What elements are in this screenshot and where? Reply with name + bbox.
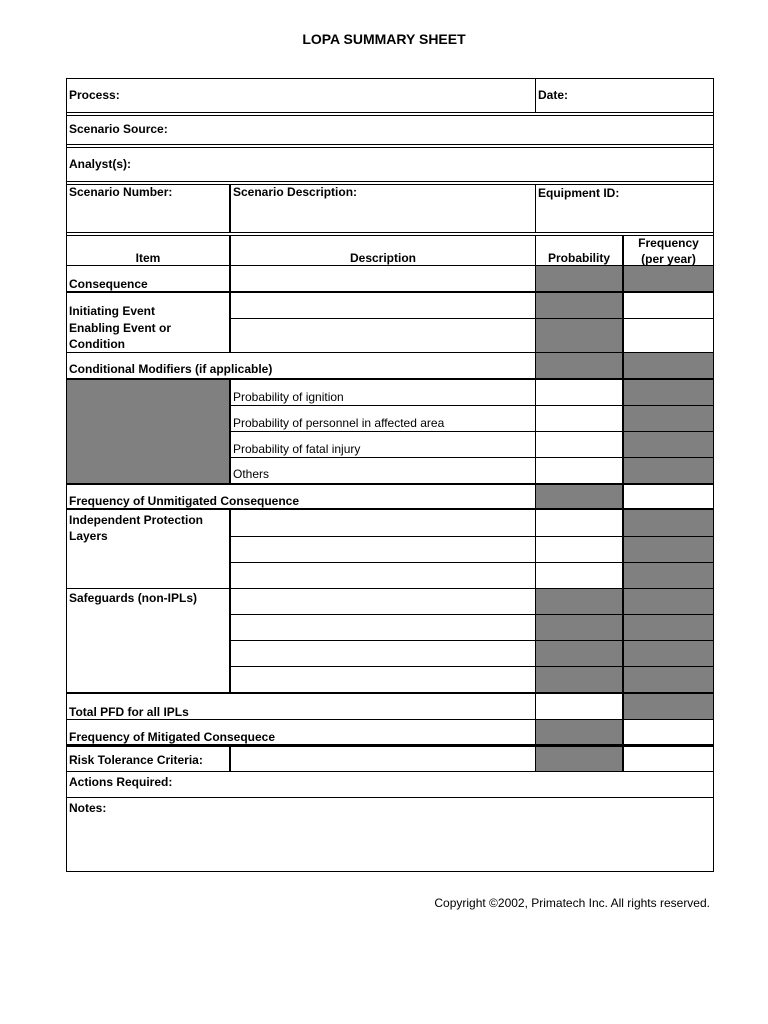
rule: [66, 115, 714, 116]
shade-cell: [535, 292, 623, 352]
row-risk-tolerance: Risk Tolerance Criteria:: [69, 753, 203, 767]
border-right: [713, 78, 714, 872]
col-rule: [535, 509, 536, 693]
rule: [66, 181, 714, 182]
analysts-label: Analyst(s):: [69, 157, 132, 171]
rule: [66, 235, 714, 236]
shade-cell: [67, 379, 230, 484]
col-rule: [622, 745, 624, 771]
col-rule: [622, 509, 624, 693]
col-rule: [622, 693, 624, 745]
rule: [230, 562, 714, 563]
scenario-description-label: Scenario Description:: [233, 185, 358, 199]
copyright-notice: Copyright ©2002, Primatech Inc. All rights reserved.: [434, 896, 710, 910]
date-label: Date:: [538, 88, 569, 102]
border-bottom: [66, 871, 714, 872]
row-ipl-line2: Layers: [69, 529, 108, 543]
rule: [66, 112, 714, 113]
modifier-fatal-injury: Probability of fatal injury: [233, 442, 361, 456]
column-header-item: Item: [135, 251, 161, 265]
scenario-source-label: Scenario Source:: [69, 122, 168, 136]
border-top: [66, 78, 714, 79]
row-enabling-event: Enabling Event or: [69, 321, 172, 335]
col-rule: [535, 184, 536, 233]
row-freq-mitigated: Frequency of Mitigated Consequece: [69, 730, 276, 744]
row-total-pfd: Total PFD for all IPLs: [69, 705, 189, 719]
modifier-others: Others: [233, 467, 270, 481]
modifier-personnel: Probability of personnel in affected area: [233, 416, 445, 430]
scenario-number-label: Scenario Number:: [69, 185, 173, 199]
col-rule: [229, 379, 231, 484]
row-actions-required: Actions Required:: [69, 775, 173, 789]
row-freq-unmitigated: Frequency of Unmitigated Consequence: [69, 494, 300, 508]
rule: [230, 614, 714, 615]
rule: [66, 144, 714, 145]
rule: [230, 457, 714, 458]
column-header-description: Description: [349, 251, 416, 265]
col-rule: [229, 184, 231, 233]
shade-cell: [535, 589, 713, 693]
col-rule: [535, 379, 536, 484]
row-notes: Notes:: [69, 801, 107, 815]
rule: [66, 771, 714, 772]
rule: [66, 232, 714, 233]
rule: [230, 666, 714, 667]
col-rule: [229, 745, 231, 771]
shade-cell: [535, 484, 623, 509]
col-rule: [622, 484, 624, 509]
row-consequence: Consequence: [69, 277, 148, 291]
col-rule: [535, 78, 536, 113]
shade-cell: [535, 352, 713, 379]
row-initiating-event: Initiating Event: [69, 304, 156, 318]
col-rule: [535, 745, 536, 771]
rule: [230, 536, 714, 537]
page-title: LOPA SUMMARY SHEET: [302, 31, 466, 47]
rule: [66, 483, 714, 485]
modifier-ignition: Probability of ignition: [233, 390, 344, 404]
border-left: [66, 78, 67, 872]
rule: [230, 640, 714, 641]
column-header-frequency-unit: (per year): [641, 252, 696, 266]
shade-cell: [623, 693, 713, 719]
process-label: Process:: [69, 88, 120, 102]
column-header-frequency: Frequency: [638, 236, 699, 250]
shade-cell: [535, 266, 623, 292]
rule: [66, 692, 714, 694]
rule: [230, 318, 714, 319]
rule: [66, 291, 714, 293]
rule: [66, 797, 714, 798]
rule: [66, 147, 714, 148]
row-enabling-event-line2: Condition: [69, 337, 125, 351]
row-ipl: Independent Protection: [69, 513, 204, 527]
shade-cell: [623, 509, 713, 589]
equipment-id-label: Equipment ID:: [538, 186, 620, 200]
row-safeguards: Safeguards (non-IPLs): [69, 591, 198, 605]
rule: [66, 378, 714, 380]
col-rule: [535, 484, 536, 509]
col-rule: [622, 379, 624, 484]
rule: [66, 352, 714, 353]
rule: [230, 405, 714, 406]
col-rule: [535, 693, 536, 745]
col-rule: [229, 509, 231, 693]
rule: [66, 588, 714, 589]
rule: [230, 431, 714, 432]
column-header-probability: Probability: [547, 251, 610, 265]
shade-cell: [623, 266, 713, 292]
row-conditional-modifiers: Conditional Modifiers (if applicable): [69, 362, 273, 376]
